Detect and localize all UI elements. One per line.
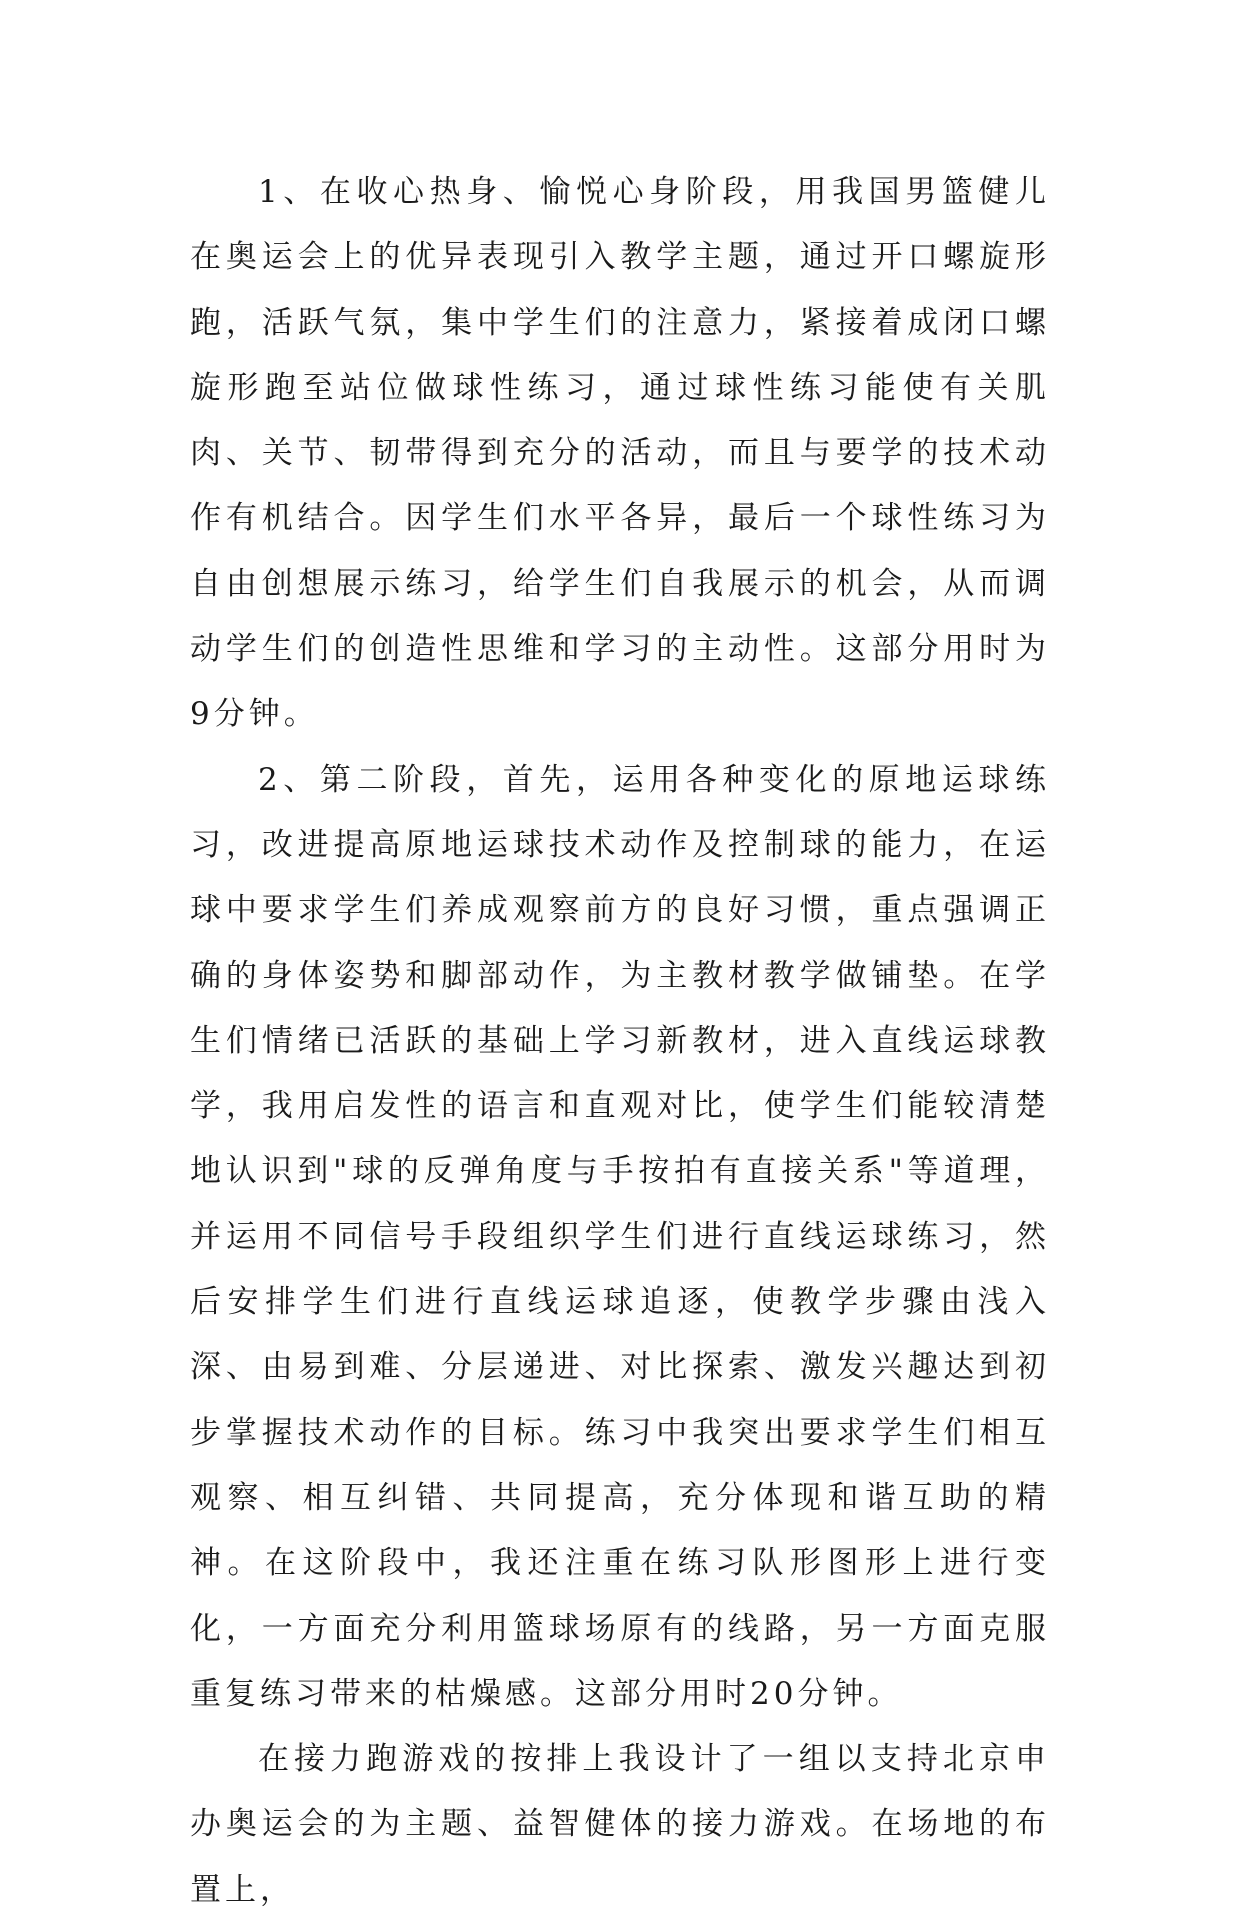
paragraph-second-stage: 2、第二阶段，首先，运用各种变化的原地运球练习，改进提高原地运球技术动作及控制球的能力，在运球中要求学生们养成观察前方的良好习惯，重点强调正确的身体姿势和脚部动作，为主教材教学做铺垫。在学生们情绪已活跃的基础上学习新教材，进入直线运球教学，我用启发性的语言和直观对比，使学生们能较清楚地认识到"球的反弹角度与手按拍有直接关系"等道理，并运用不同信号手段组织学生们进行直线运球练习，然后安排学生们进行直线运球追逐，使教学步骤由浅入深、由易到难、分层递进、对比探索、激发兴趣达到初步掌握技术动作的目标。练习中我突出要求学生们相互观察、相互纠错、共同提高，充分体现和谐互助的精神。在这阶段中，我还注重在练习队形图形上进行变化，一方面充分利用篮球场原有的线路，另一方面克服重复练习带来的枯燥感。这部分用时20分钟。 xyxy=(190,761,1050,1712)
paragraph-warmup-stage: 1、在收心热身、愉悦心身阶段，用我国男篮健儿在奥运会上的优异表现引入教学主题，通过开口螺旋形跑，活跃气氛，集中学生们的注意力，紧接着成闭口螺旋形跑至站位做球性练习，通过球性练习能使有关肌肉、关节、韧带得到充分的活动，而且与要学的技术动作有机结合。因学生们水平各异，最后一个球性练习为自由创想展示练习，给学生们自我展示的机会，从而调动学生们的创造性思维和学习的主动性。这部分用时为9分钟。 xyxy=(190,174,1050,733)
document-body xyxy=(190,160,1050,1923)
paragraph-relay-game: 在接力跑游戏的按排上我设计了一组以支持北京申办奥运会的为主题、益智健体的接力游戏。在场地的布置上， xyxy=(190,1741,1050,1908)
